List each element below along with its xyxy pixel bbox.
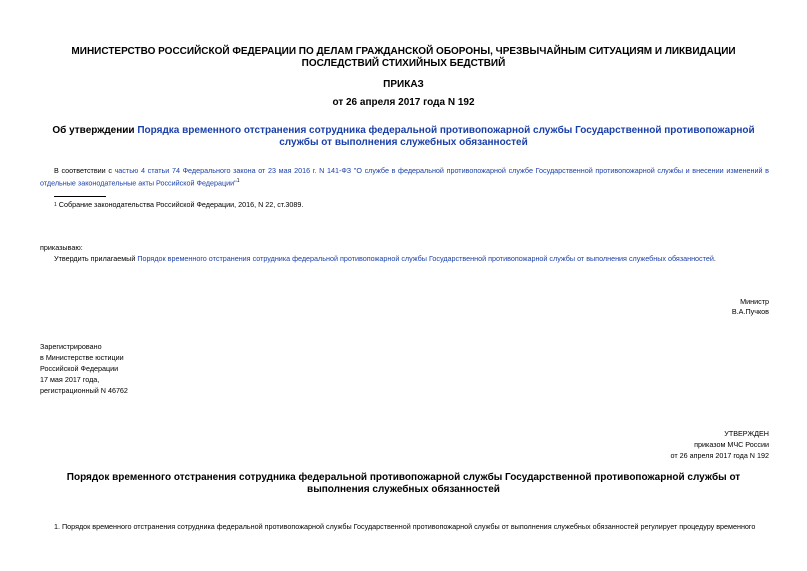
preamble-text: В соответствии с: [54, 166, 115, 175]
subject-link[interactable]: Порядка временного отстранения сотрудника федеральной противопожарной службы Государственной противопожарной службы от выполнения служебных обязанностей: [137, 125, 755, 148]
footnote: [54, 200, 554, 210]
approved-line: приказом МЧС России: [694, 440, 769, 449]
subject-heading: [40, 125, 767, 149]
footnote-divider: [54, 196, 106, 197]
prikazyvayu: приказываю:: [40, 243, 83, 252]
procedure-link[interactable]: Порядок временного отстранения сотрудника федеральной противопожарной службы Государственной противопожарной службы от выполнения служебных обязанностей: [137, 254, 714, 263]
registration-line: 17 мая 2017 года,: [40, 375, 100, 384]
law-link[interactable]: частью 4 статьи 74 Федерального закона от 23 мая 2016 г. N 141-ФЗ "О службе в федеральной противопожарной службе Государственной противопожарной службы и внесении изменений в отдельные законодательные акты Российской Федерации": [40, 166, 769, 188]
footnote-text: Собрание законодательства Российской Федерации, 2016, N 22, ст.3089.: [58, 200, 304, 209]
approved-block: [569, 428, 769, 461]
doc-date: от 26 апреля 2017 года N 192: [332, 97, 475, 108]
approved-line: УТВЕРЖДЕН: [724, 429, 769, 438]
registration-line: в Министерстве юстиции: [40, 353, 124, 362]
footnote-ref[interactable]: 1: [236, 178, 240, 184]
subject-prefix: Об утверждении: [52, 125, 138, 136]
footnote-mark: 1: [54, 202, 57, 208]
doc-type: ПРИКАЗ: [383, 79, 424, 90]
registration-line: регистрационный N 46762: [40, 386, 128, 395]
approve-suffix: .: [713, 254, 716, 263]
ministry-title: МИНИСТЕРСТВО РОССИЙСКОЙ ФЕДЕРАЦИИ ПО ДЕЛАМ ГРАЖДАНСКОЙ ОБОРОНЫ, ЧРЕЗВЫЧАЙНЫМ СИТУАЦИЯМ И ЛИКВИДАЦИИ ПОСЛЕДСТВИЙ СТИХИЙНЫХ БЕДСТВИЙ: [71, 46, 736, 69]
approve-prefix: Утвердить прилагаемый: [54, 254, 138, 263]
signature-title: Министр: [740, 297, 769, 306]
approve-item: [54, 254, 769, 264]
procedure-paragraph-1: 1. Порядок временного отстранения сотрудника федеральной противопожарной службы Государственной противопожарной службы от выполнения служебных обязанностей регулирует процедуру временного: [54, 522, 756, 531]
registration-block: [40, 341, 240, 396]
signature-name: В.А.Пучков: [731, 307, 769, 316]
approved-line: от 26 апреля 2017 года N 192: [670, 451, 769, 460]
preamble: [40, 166, 769, 188]
registration-line: Российской Федерации: [40, 364, 119, 373]
procedure-title: Порядок временного отстранения сотрудника федеральной противопожарной службы Государственной противопожарной службы от выполнения служебных обязанностей: [66, 472, 741, 495]
registration-line: Зарегистрировано: [40, 342, 102, 351]
